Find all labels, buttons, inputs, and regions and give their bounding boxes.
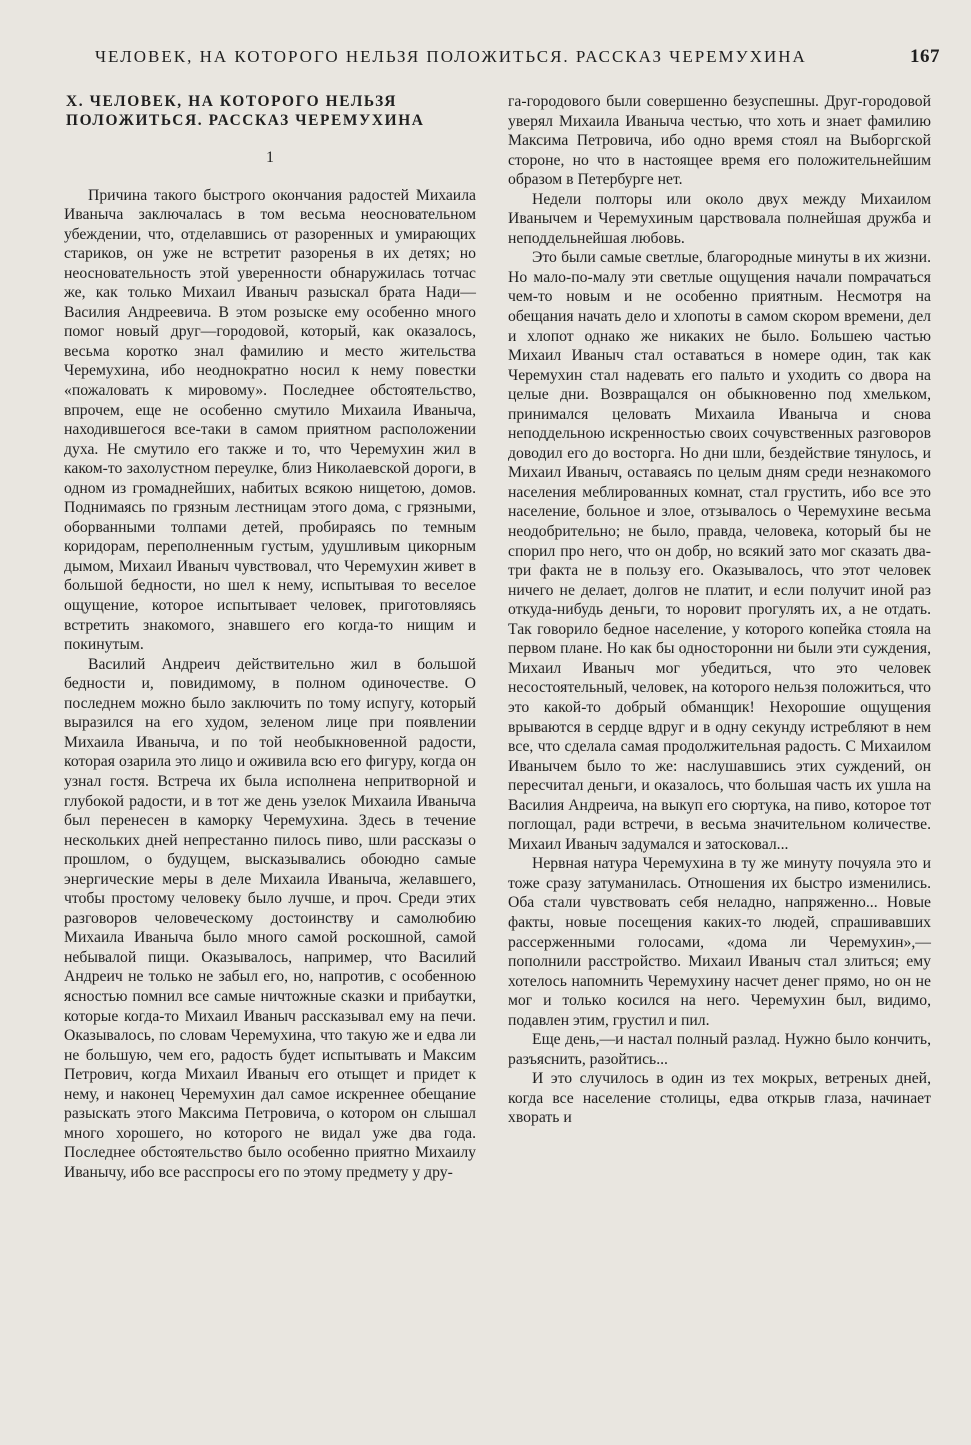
paragraph: И это случилось в один из тех мокрых, ветреных дней, когда все население столицы, едва открыв глаза, начинает хворать и: [508, 1070, 931, 1127]
section-number: 1: [266, 149, 274, 166]
paragraph: Это были самые светлые, благородные минуты в их жизни. Но мало-по-малу эти светлые ощущения начали помрачаться чем-то новым и не особенно приятным. Несмотря на обещания начать дело и хлопоты в самом скором времени, дел и хлопот однако же никаких не было. Большею частью Михаил Иваныч стал оставаться в номере один, так как Черемухин стал надевать его пальто и уходить со двора на целые дни. Возвращался он обыкновенно под хмельком, принимался целовать Михаила Иваныча и снова неподдельною искренностью своих сочувственных разговоров доводил его до восторга. Но дни шли, бездействие тянулось, и Михаил Иваныч, оставаясь по целым дням среди незнакомого населения меблированных комнат, стал грустить, ибо все это население, больное и злое, отзывалось о Черемухине весьма неодобрительно; не было, правда, человека, который бы не спорил про него, что он добр, но всякий зато мог сказать два-три факта не в пользу его. Оказывалось, что этот человек ничего не делает, долгов не платит, и если получит иной раз откуда-нибудь деньги, то норовит прогулять их, а не отдать. Так говорило бедное население, у которого копейка стояла на первом плане. Но как бы односторонни ни были эти суждения, Михаил Иваныч мог убедиться, что это человек несостоятельный, человек, на которого нельзя положиться, что это какой-то добрый обманщик! Нехорошие ощущения врываются в сердце вдруг и в одну секунду истребляют в нем все, что сделала самая продолжительная радость. С Михаилом Иванычем было то же: наслушавшись этих суждений, он пересчитал деньги, и оказалось, что большая часть их ушла на Василия Андреича, на выкуп его сюртука, на пиво, которое тот поглощал, ради встречи, в весьма значительном количестве. Михаил Иваныч задумался и затосковал...: [508, 249, 931, 853]
paragraph: Недели полторы или около двух между Михаилом Иванычем и Черемухиным царствовала полнейшая дружба и неподдельнейшая любовь.: [508, 190, 931, 247]
paragraph: Василий Андреич действительно жил в большой бедности и, повидимому, в полном одиночестве. О последнем можно было заключить по тому испугу, который выразился на его худом, зеленом лице при появлении Михаила Иваныча, и по той необыкновенной радости, которая озарила это лицо и оживила всю его фигуру, когда он узнал гостя. Встреча их была исполнена непритворной и глубокой радости, и в тот же день узелок Михаила Иваныча был перенесен в каморку Черемухина. Здесь в течение нескольких дней непрестанно пилось пиво, шли рассказы о прошлом, о будущем, высказывались обоюдно самые энергические меры в деле Михаила Иваныча, желавшего, чтобы простому человеку было лучше, и проч. Среди этих разговоров человеческому достоинству и самолюбию Михаила Иваныча было много самой роскошной, самой небывалой пищи. Оказывалось, например, что Василий Андреич не только не забыл его, но, напротив, с особенною ясностью помнил все самые ничтожные сказки и прибаутки, которые когда-то Михаил Иваныч рассказывал ему на печи. Оказывалось, по словам Черемухина, что такую же и едва ли не большую, чем его, радость будет испытывать и Максим Петрович, когда Михаил Иваныч его отыщет и придет к нему, и наконец Черемухин дал самое искреннее обещание разыскать этого Максима Петровича, о котором он слышал много хорошего, но которого не видал уже два года. Последнее обстоятельство было особенно приятно Михаилу Иванычу, ибо все расспросы его по этому предмету у дру-: [64, 655, 476, 1181]
right-column: [508, 92, 931, 1128]
paragraph: Нервная натура Черемухина в ту же минуту почуяла это и тоже сразу затуманилась. Отношения их быстро изменились. Оба стали чувствовать себя неладно, напряженно... Новые факты, новые посещения каких-то людей, спрашивавших рассерженными голосами, «дома ли Черемухин»,— пополнили расстройство. Михаил Иваныч стал злиться; ему хотелось напомнить Черемухину насчет денег прямо, но он не мог и только косился на него. Черемухин был, видимо, подавлен этим, грустил и пил.: [508, 855, 931, 1029]
paragraph: Причина такого быстрого окончания радостей Михаила Иваныча заключалась в том весьма неосновательном убеждении, что, отделавшись от разоренных и умирающих стариков, он уже не встретит разоренья в их детях; но неосновательность этой уверенности обнаружилась тотчас же, как только Михаил Иваныч разыскал брата Нади—Василия Андреевича. В этом розыске ему особенно много помог новый друг—городовой, который, как оказалось, весьма коротко знал фамилию и место жительства Черемухина, ибо неоднократно носил к нему повестки «пожаловать к мировому». Последнее обстоятельство, впрочем, еще не особенно смутило Михаила Иваныча, находившегося все-таки в самом приятном расположении духа. Не смутило его также и то, что Черемухин жил в каком-то захолустном переулке, близ Николаевской дороги, в одном из громаднейших, набитых всякою нищетою, домов. Поднимаясь по грязным лестницам этого дома, с грязными, оборванными толпами детей, пробираясь по темным коридорам, переполненным густым, удушливым цикорным дымом, Михаил Иваныч чувствовал, что Черемухин живет в большой бедности, но шел к нему, испытывая то веселое ощущение, которое испытывает человек, приготовляясь встретить знакомого, знавшего его когда-то нищим и покинутым.: [64, 186, 476, 654]
running-head-title: ЧЕЛОВЕК, НА КОТОРОГО НЕЛЬЗЯ ПОЛОЖИТЬСЯ. РАССКАЗ ЧЕРЕМУХИНА: [95, 47, 807, 66]
left-column: [64, 92, 476, 1182]
paragraph: Еще день,—и настал полный разлад. Нужно было кончить, разъяснить, разойтись...: [508, 1031, 931, 1068]
paragraph-continued: га-городового были совершенно безуспешны. Друг-городовой уверял Михаила Иваныча честью, что хоть и знает фамилию Максима Петровича, ибо одно время стоял на Выборгской стороне, но что в настоящее время его положительнейшим образом в Петербурге нет.: [508, 93, 931, 189]
chapter-heading: X. ЧЕЛОВЕК, НА КОТОРОГО НЕЛЬЗЯ ПОЛОЖИТЬСЯ. РАССКАЗ ЧЕРЕМУХИНА: [66, 93, 425, 129]
running-head: [95, 46, 940, 74]
page-number: 167: [910, 46, 940, 67]
